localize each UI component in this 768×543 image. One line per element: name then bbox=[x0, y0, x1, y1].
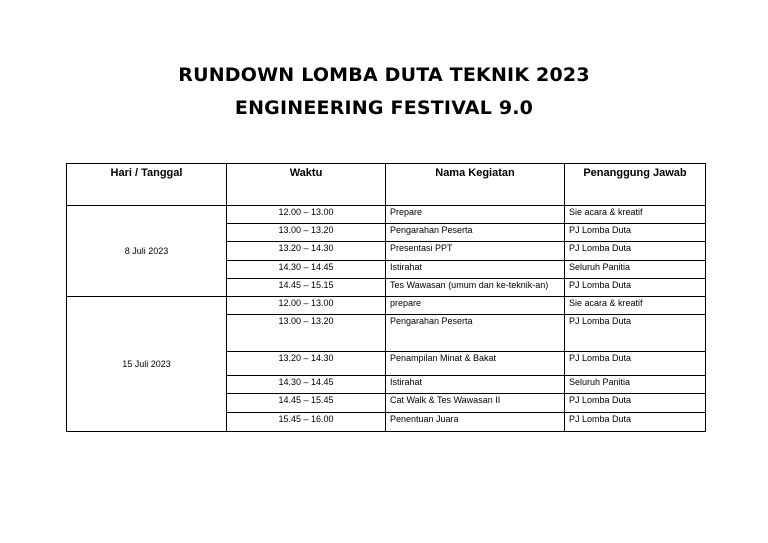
activity-cell: Penampilan Minat & Bakat bbox=[386, 352, 565, 376]
time-cell: 14.45 – 15.45 bbox=[227, 394, 386, 413]
table-row bbox=[67, 206, 706, 224]
rundown-table bbox=[66, 163, 706, 432]
day-date-cell: 8 Juli 2023 bbox=[67, 206, 227, 297]
activity-cell: Penentuan Juara bbox=[386, 413, 565, 432]
header-nama-kegiatan: Nama Kegiatan bbox=[386, 164, 565, 206]
pj-cell: PJ Lomba Duta bbox=[565, 413, 706, 432]
activity-cell: Presentasi PPT bbox=[386, 242, 565, 261]
activity-cell: Pengarahan Peserta bbox=[386, 224, 565, 242]
time-cell: 14.30 – 14.45 bbox=[227, 261, 386, 279]
document-subtitle: ENGINEERING FESTIVAL 9.0 bbox=[234, 97, 534, 119]
table-header-row bbox=[67, 164, 706, 206]
time-cell: 13.20 – 14.30 bbox=[227, 352, 386, 376]
activity-cell: Tes Wawasan (umum dan ke-teknik-an) bbox=[386, 279, 565, 297]
time-cell: 13.00 – 13.20 bbox=[227, 315, 386, 352]
pj-cell: Seluruh Panitia bbox=[565, 376, 706, 394]
document-title: RUNDOWN LOMBA DUTA TEKNIK 2023 bbox=[178, 64, 590, 86]
day-date-cell: 15 Juli 2023 bbox=[67, 297, 227, 432]
header-penanggung-jawab: Penanggung Jawab bbox=[565, 164, 706, 206]
time-cell: 13.00 – 13.20 bbox=[227, 224, 386, 242]
time-cell: 15.45 – 16.00 bbox=[227, 413, 386, 432]
activity-cell: Prepare bbox=[386, 206, 565, 224]
activity-cell: Pengarahan Peserta bbox=[386, 315, 565, 352]
pj-cell: PJ Lomba Duta bbox=[565, 224, 706, 242]
header-waktu: Waktu bbox=[227, 164, 386, 206]
pj-cell: Seluruh Panitia bbox=[565, 261, 706, 279]
time-cell: 12.00 – 13.00 bbox=[227, 297, 386, 315]
activity-cell: Istirahat bbox=[386, 261, 565, 279]
activity-cell: Cat Walk & Tes Wawasan II bbox=[386, 394, 565, 413]
header-hari-tanggal: Hari / Tanggal bbox=[67, 164, 227, 206]
time-cell: 12.00 – 13.00 bbox=[227, 206, 386, 224]
pj-cell: Sie acara & kreatif bbox=[565, 206, 706, 224]
table-row bbox=[67, 297, 706, 315]
pj-cell: PJ Lomba Duta bbox=[565, 242, 706, 261]
pj-cell: PJ Lomba Duta bbox=[565, 352, 706, 376]
pj-cell: PJ Lomba Duta bbox=[565, 279, 706, 297]
pj-cell: PJ Lomba Duta bbox=[565, 315, 706, 352]
time-cell: 14.45 – 15.15 bbox=[227, 279, 386, 297]
time-cell: 14.30 – 14.45 bbox=[227, 376, 386, 394]
pj-cell: Sie acara & kreatif bbox=[565, 297, 706, 315]
time-cell: 13.20 – 14.30 bbox=[227, 242, 386, 261]
activity-cell: Istirahat bbox=[386, 376, 565, 394]
pj-cell: PJ Lomba Duta bbox=[565, 394, 706, 413]
activity-cell: prepare bbox=[386, 297, 565, 315]
